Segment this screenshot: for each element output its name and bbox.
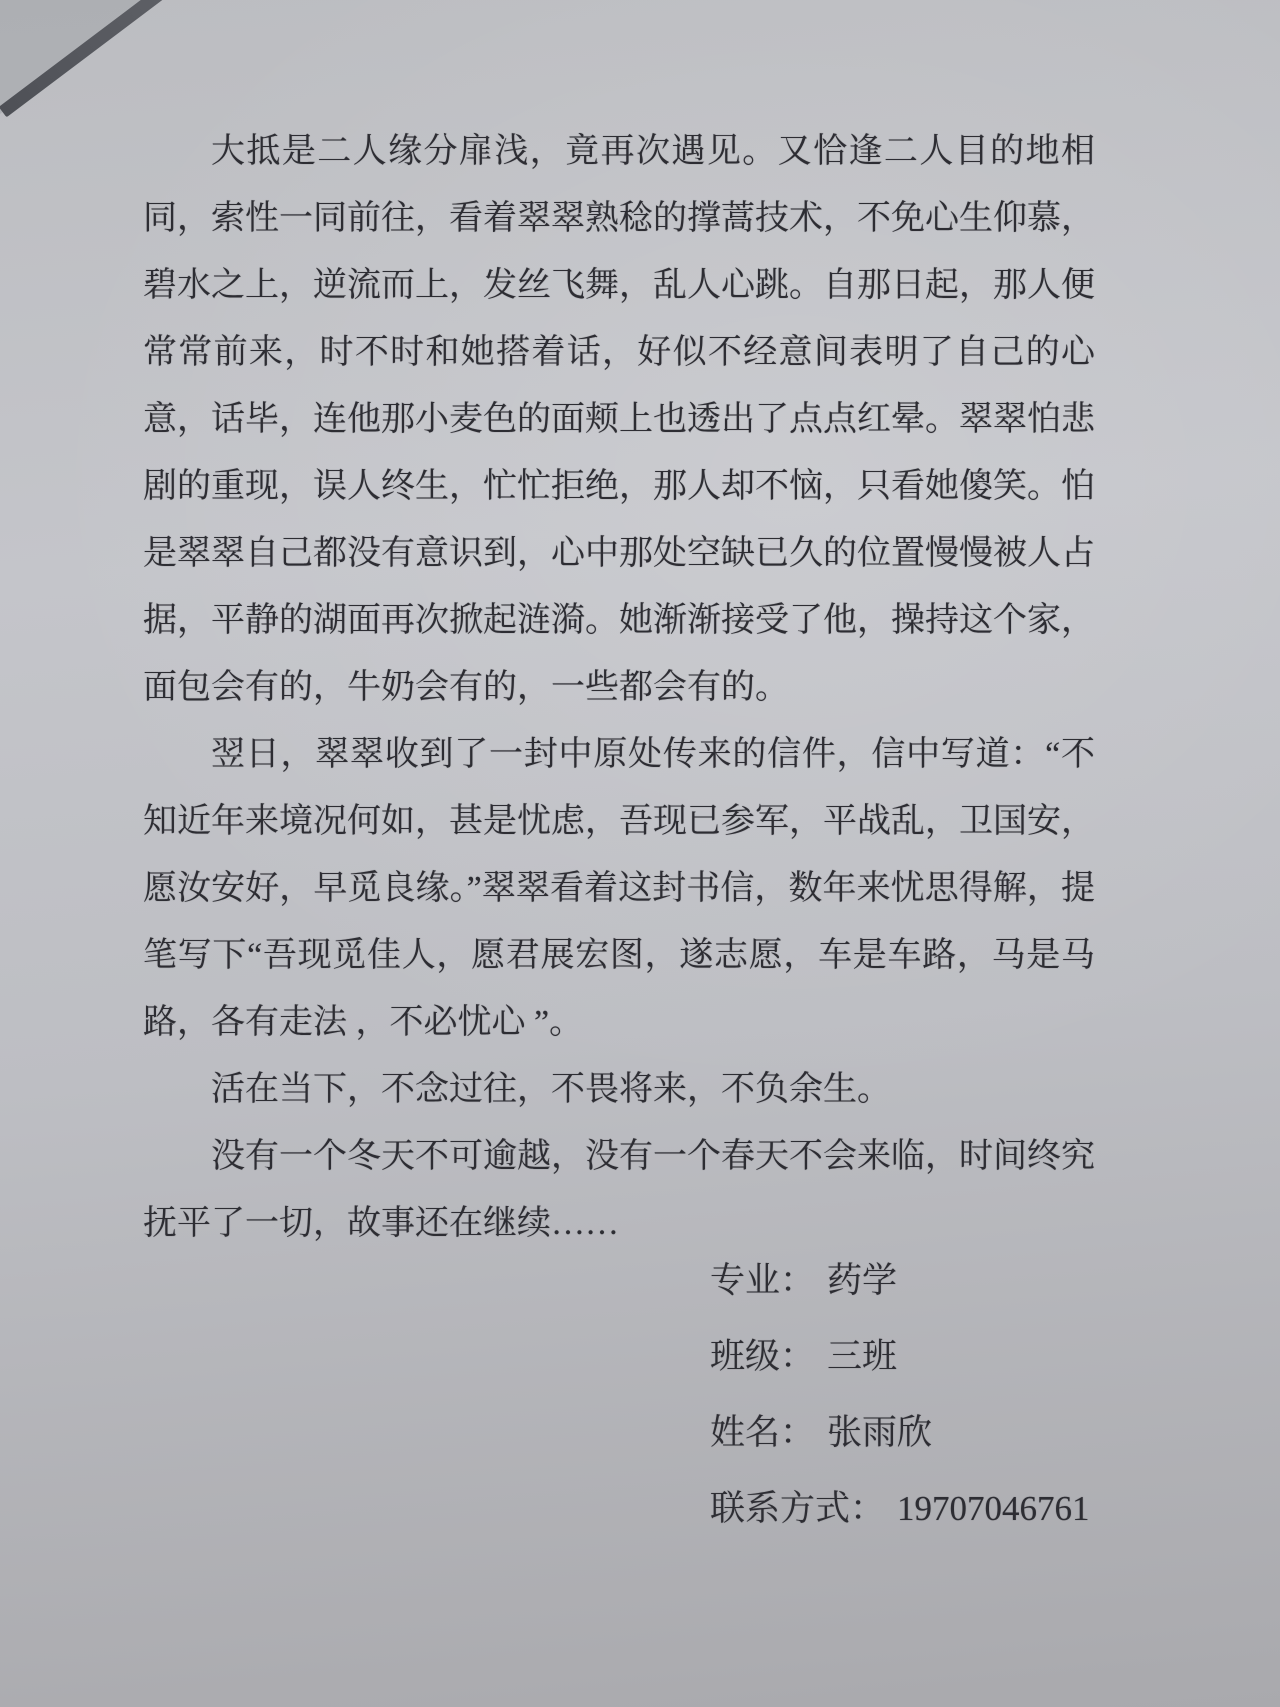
essay-paragraph-3: 活在当下，不念过往，不畏将来，不负余生。 xyxy=(211,1071,891,1108)
signature-class-row xyxy=(710,1319,1090,1395)
signature-name-row xyxy=(710,1395,1090,1471)
name-value: 张雨欣 xyxy=(827,1413,933,1452)
class-label: 班级： xyxy=(710,1337,816,1376)
major-label: 专业： xyxy=(710,1261,816,1300)
signature-block xyxy=(710,1243,1090,1547)
essay-paragraph-4: 没有一个冬天不可逾越，没有一个春天不会来临，时间终究抚平了一切，故事还在继续…… xyxy=(143,1138,1095,1242)
essay-paragraph-2: 翌日，翠翠收到了一封中原处传来的信件，信中写道：“不知近年来境况何如，甚是忧虑，吾现已参军，平战乱，卫国安，愿汝安好，早觅良缘。”翠翠看着这封书信，数年来忧思得解，提笔写下“吾现觅佳人，愿君展宏图，遂志愿，车是车路，马是马路，各有走法 ，不必忧心 ”。 xyxy=(143,736,1095,1041)
name-label: 姓名： xyxy=(710,1413,816,1452)
contact-label: 联系方式： xyxy=(710,1489,886,1528)
contact-value: 19707046761 xyxy=(897,1489,1090,1528)
essay-body xyxy=(143,118,1095,1257)
essay-paragraph-1: 大抵是二人缘分扉浅，竟再次遇见。又恰逢二人目的地相同，索性一同前往，看着翠翠熟稔的撑蒿技术，不免心生仰慕，碧水之上，逆流而上，发丝飞舞，乱人心跳。自那日起，那人便常常前来，时不时和她搭着话，好似不经意间表明了自己的心意，话毕，连他那小麦色的面颊上也透出了点点红晕。翠翠怕悲剧的重现，误人终生，忙忙拒绝，那人却不恼，只看她傻笑。怕是翠翠自己都没有意识到，心中那处空缺已久的位置慢慢被人占据，平静的湖面再次掀起涟漪。她渐渐接受了他，操持这个家，面包会有的，牛奶会有的，一些都会有的。 xyxy=(143,133,1095,706)
signature-major-row xyxy=(710,1243,1090,1319)
major-value: 药学 xyxy=(827,1261,898,1300)
class-value: 三班 xyxy=(827,1337,898,1376)
signature-contact-row xyxy=(710,1471,1090,1547)
